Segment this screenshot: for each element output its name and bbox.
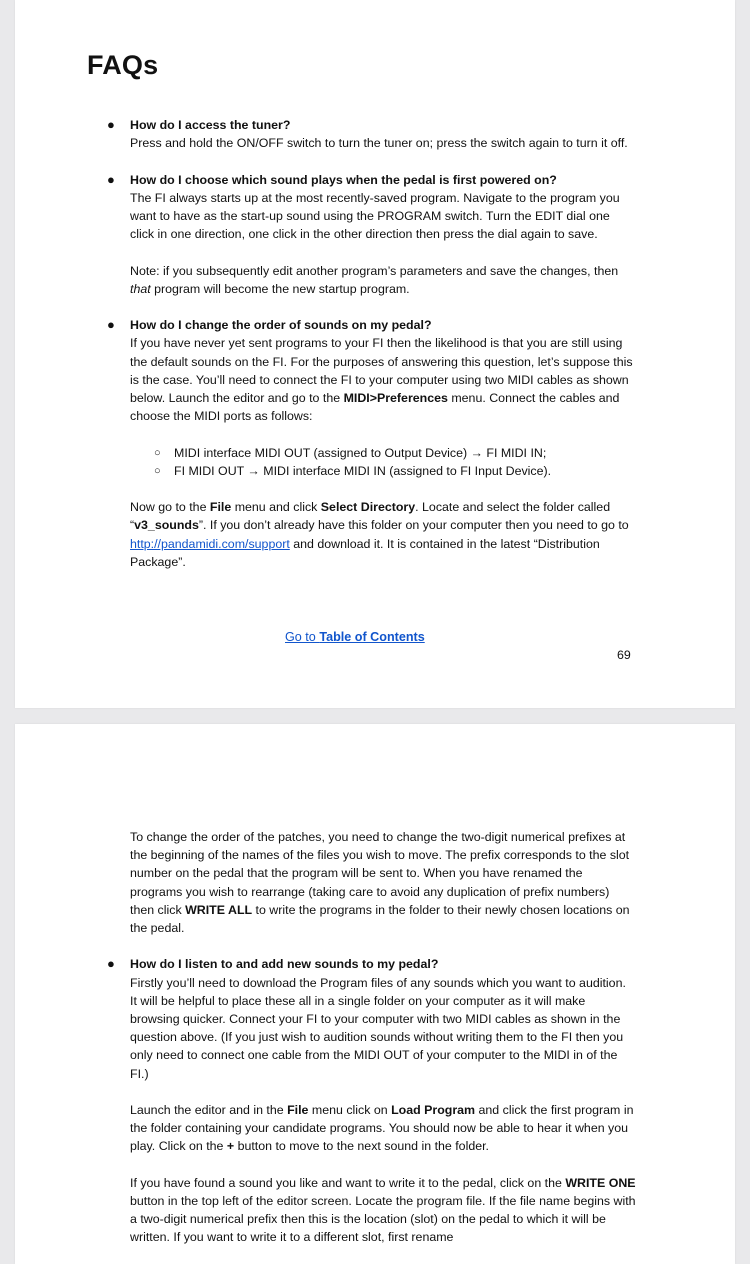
faq-note: Note: if you subsequently edit another program’s parameters and save the changes, then that program will become the new startup program.: [130, 263, 619, 296]
faq-answer-continued: Now go to the File menu and click Select Directory. Locate and select the folder called “v3_sounds”. If you don’t already have this folder on your computer then you need to go to http://pandamidi.com/support and download it. It is contained in the latest “Distribution Package”.: [130, 500, 629, 569]
faq-item-tuner: [107, 116, 636, 152]
bullet-icon: ●: [107, 317, 115, 333]
faq-question: How do I listen to and add new sounds to my pedal?: [130, 957, 439, 972]
faq-list-continued: [107, 828, 636, 1247]
page-number: 69: [617, 648, 631, 662]
list-item: ○ MIDI interface MIDI OUT (assigned to Output Device) → FI MIDI IN;: [154, 444, 636, 462]
faq-question: How do I access the tuner?: [130, 118, 291, 132]
faq-answer-paragraph: Launch the editor and in the File menu click on Load Program and click the first program in the folder containing your candidate programs. You should now be able to hear it when you play. Click on the + button to move to the next sound in the folder.: [130, 1103, 634, 1154]
hollow-bullet-icon: ○: [154, 464, 161, 477]
faq-item-new-sounds: [107, 955, 636, 1246]
support-link[interactable]: http://pandamidi.com/support: [130, 536, 290, 551]
faq-list: [107, 116, 636, 571]
faq-answer: The FI always starts up at the most recently-saved program. Navigate to the program you want to have as the start-up sound using the PROGRAM switch. Turn the EDIT dial one click in one direction, one click in the other direction then press the dial again to save.: [130, 190, 620, 242]
faq-answer-continued: To change the order of the patches, you need to change the two-digit numerical prefixes at the beginning of the names of the files you wish to move. The prefix corresponds to the slot number on the pedal that the program will be sent to. When you have renamed the programs you wish to rearrange (taking care to avoid any duplication of prefix numbers) then click WRITE ALL to write the programs in the folder to their newly chosen locations on the pedal.: [130, 830, 630, 936]
page-title: FAQs: [87, 50, 159, 80]
faq-item-sound-order: [107, 316, 636, 571]
list-item: ○ FI MIDI OUT → MIDI interface MIDI IN (assigned to FI Input Device).: [154, 462, 636, 480]
faq-item-startup-sound: [107, 171, 636, 298]
faq-answer: Firstly you’ll need to download the Program files of any sounds which you want to audition. It will be helpful to place these all in a single folder on your computer as it will make browsing quicker. Connect your FI to your computer with two MIDI cables as shown in the question above. (If you just wish to audition sounds without writing them to the FI then you only need to connect one cable from the MIDI OUT of your computer to the MIDI in of the FI.): [130, 975, 626, 1081]
faq-question: How do I choose which sound plays when the pedal is first powered on?: [130, 172, 557, 187]
bullet-icon: ●: [107, 171, 115, 187]
faq-question: How do I change the order of sounds on my pedal?: [130, 318, 432, 333]
hollow-bullet-icon: ○: [154, 446, 161, 459]
table-of-contents-link[interactable]: Go to Table of Contents: [285, 630, 425, 644]
faq-answer-paragraph: If you have found a sound you like and want to write it to the pedal, click on the WRITE ONE button in the top left of the editor screen. Locate the program file. If the file name begins with a two-digit numerical prefix then this is the location (slot) on the pedal to which it will be written. If you want to write it to a different slot, first rename: [130, 1175, 636, 1245]
faq-answer: Press and hold the ON/OFF switch to turn the tuner on; press the switch again to turn it off.: [130, 136, 628, 151]
bullet-icon: ●: [107, 956, 115, 972]
midi-port-list: [130, 444, 636, 480]
bullet-icon: ●: [107, 117, 115, 132]
faq-answer: If you have never yet sent programs to your FI then the likelihood is that you are still using the default sounds on the FI. For the purposes of answering this question, let’s suppose this is the case. You’ll need to connect the FI to your computer using two MIDI cables as shown below. Launch the editor and go to the MIDI>Preferences menu. Connect the cables and choose the MIDI ports as follows:: [130, 336, 633, 424]
